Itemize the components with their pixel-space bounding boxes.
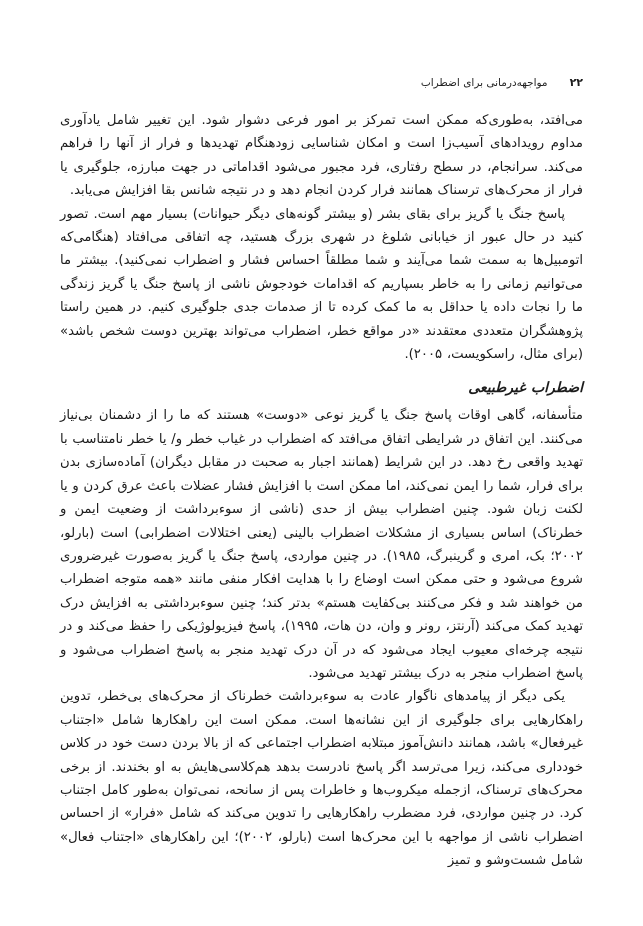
paragraph: یکی دیگر از پیامدهای ناگوار عادت به سوءبرداشت خطرناک از محرک‌های بی‌خطر، تدوین راهکارهایی برای جلوگیری از این نشانه‌ها است. ممکن است این راهکارها شامل «اجتناب غیرفعال» باشد، همانند دانش‌آموز مبتلابه اضطراب اجتماعی که از بالا بردن دست خود در کلاس خودداری می‌کند، زیرا می‌ترسد اگر پاسخ نادرست بدهد هم‌کلاسی‌هایش به او بخندند. از برخی محرک‌های ترسناک، ازجمله میکروب‌ها و خاطرات پس از سانحه، نمی‌توان به‌طور کامل اجتناب کرد. در چنین مواردی، فرد مضطرب راهکارهایی را تدوین می‌کند که شامل «فرار» از احساس اضطراب ناشی از مواجهه با این محرک‌ها است (بارلو، ۲۰۰۲)؛ این راهکارهای «اجتناب فعال» شامل شست‌وشو و تمیز	[60, 689, 583, 869]
page-header	[60, 76, 583, 90]
paragraph: متأسفانه، گاهی اوقات پاسخ جنگ یا گریز نوعی «دوست» هستند که ما را از دشمنان بی‌نیاز می‌کنند. این اتفاق در شرایطی اتفاق می‌افتد که اضطراب در غیاب خطر و/ یا خطر نامتناسب با تهدید واقعی رخ دهد. در این شرایط (همانند اجبار به صحبت در مقابل دیگران) آماده‌سازی بدن برای فرار، شما را ایمن نمی‌کند، اما ممکن است با افزایش فشار عضلات باعث عرق کردن و یا لکنت زبان شود. چنین اضطراب بیش از حدی (ناشی از سوءبرداشت از وضعیت ایمن و خطرناک) اساس بسیاری از مشکلات اضطراب بالینی (یعنی اختلالات اضطرابی) است (بارلو، ۲۰۰۲؛ بک، امری و گرینبرگ، ۱۹۸۵). در چنین مواردی، پاسخ جنگ یا گریز به‌صورت غیرضروری شروع می‌شود و حتی ممکن است اوضاع را با هدایت افکار منفی مانند «همه متوجه اضطراب من خواهند شد و فکر می‌کنند بی‌کفایت هستم» بدتر کند؛ چنین سوءبرداشتی به افزایش درک تهدید کمک می‌کند (آرنتز، رونر و وان، دن هات، ۱۹۹۵)، پاسخ فیزیولوژیکی را حفظ می‌کند و در نتیجه چرخه‌ای معیوب ایجاد می‌شود که در آن درک تهدید منجر به پاسخ اضطراب می‌شود و پاسخ اضطراب منجر به درک بیشتر تهدید می‌شود.	[60, 408, 583, 681]
paragraph: پاسخ جنگ یا گریز برای بقای بشر (و بیشتر گونه‌های دیگر حیوانات) بسیار مهم است. تصور کنید در حال عبور از خیابانی شلوغ در شهری بزرگ هستید، چه اتفاقی می‌افتاد (هنگامی‌که اتومبیل‌ها به سمت شما می‌آیند و شما مطلقاً احساس فشار و اضطراب نمی‌کنید). بیشتر ما می‌توانیم زمانی را به خاطر بسپاریم که اقدامات خودجوش ناشی از پاسخ جنگ یا گریز زندگی ما را نجات داده یا حداقل به ما کمک کرده تا از صدمات جدی جلوگیری کنیم. در همین راستا پژوهشگران متعددی معتقدند «در مواقع خطر، اضطراب می‌تواند بهترین دوست شخص باشد» (برای مثال، راسکویست، ۲۰۰۵).	[60, 206, 583, 363]
paragraph: می‌افتد، به‌طوری‌که ممکن است تمرکز بر امور فرعی دشوار شود. این تغییر شامل یادآوری مداوم رویدادهای آسیب‌زا است و امکان شناسایی زودهنگام تهدیدها و فرار از آنها را فراهم می‌کند. سرانجام، در سطح رفتاری، فرد مجبور می‌شود اقداماتی در جهت مبارزه، جلوگیری یا فرار از محرک‌های ترسناک همانند فرار کردن انجام دهد و در نتیجه شانس بقا افزایش می‌یابد.	[60, 113, 583, 199]
page-number: ۲۲	[569, 76, 583, 89]
running-head-title: مواجهه‌درمانی برای اضطراب	[420, 77, 548, 89]
page-body	[60, 109, 583, 873]
section-heading: اضطراب غیرطبیعی	[468, 380, 583, 397]
text-block	[60, 0, 583, 873]
